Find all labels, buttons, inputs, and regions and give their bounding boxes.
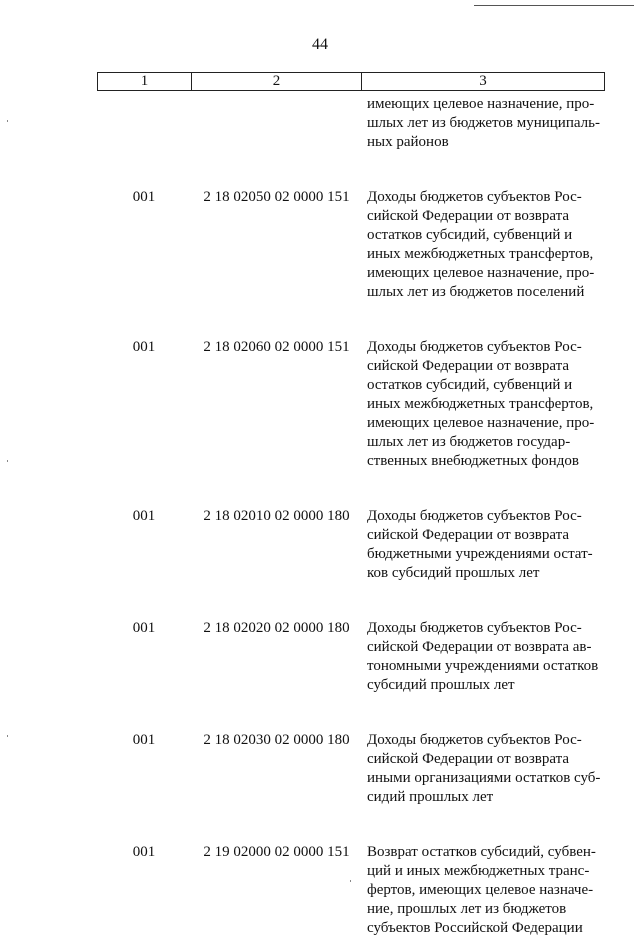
description-line: имеющих целевое назначение, про-	[367, 96, 595, 112]
admin-code-cell: 001	[132, 189, 156, 205]
revenue-code-cell: 2 18 02020 02 0000 180	[203, 620, 350, 636]
scan-mark	[350, 880, 351, 882]
description-line: Доходы бюджетов субъектов Рос-	[367, 508, 582, 524]
scan-mark	[7, 120, 8, 122]
top-rule	[474, 5, 634, 6]
page-number: 44	[312, 36, 328, 53]
description-line: имеющих целевое назначение, про-	[367, 265, 595, 281]
column-header-2: 2	[192, 73, 362, 91]
description-line: сийской Федерации от возврата	[367, 208, 570, 224]
revenue-code-cell: 2 18 02050 02 0000 151	[203, 189, 350, 205]
revenue-code-cell: 2 19 02000 02 0000 151	[203, 844, 350, 860]
admin-code-cell: 001	[132, 508, 156, 524]
description-line: ных районов	[367, 134, 449, 150]
description-line: субсидий прошлых лет	[367, 677, 515, 693]
description-line: сийской Федерации от возврата	[367, 358, 570, 374]
description-cell	[367, 507, 607, 583]
admin-code-cell: 001	[132, 732, 156, 748]
description-line: шлых лет из бюджетов поселений	[367, 284, 585, 300]
description-line: Доходы бюджетов субъектов Рос-	[367, 189, 582, 205]
admin-code-cell: 001	[132, 844, 156, 860]
description-line: шлых лет из бюджетов муниципаль-	[367, 115, 600, 131]
description-line: имеющих целевое назначение, про-	[367, 415, 595, 431]
description-cell	[367, 731, 607, 807]
column-header-1: 1	[98, 73, 192, 91]
description-line: иных межбюджетных трансфертов,	[367, 396, 594, 412]
revenue-code-cell: 2 18 02060 02 0000 151	[203, 339, 350, 355]
description-cell	[367, 188, 607, 302]
description-line: ков субсидий прошлых лет	[367, 565, 540, 581]
description-cell	[367, 843, 607, 938]
description-cell	[367, 619, 607, 695]
description-line: сидий прошлых лет	[367, 789, 494, 805]
description-line: иными организациями остатков суб-	[367, 770, 601, 786]
description-line: остатков субсидий, субвенций и	[367, 227, 573, 243]
description-line: Возврат остатков субсидий, субвен-	[367, 844, 596, 860]
revenue-code-cell: 2 18 02030 02 0000 180	[203, 732, 350, 748]
description-line: ние, прошлых лет из бюджетов	[367, 901, 567, 917]
description-cell	[367, 338, 607, 471]
description-line: ственных внебюджетных фондов	[367, 453, 579, 469]
admin-code-cell: 001	[132, 620, 156, 636]
description-line: субъектов Российской Федерации	[367, 920, 583, 936]
description-line: ций и иных межбюджетных транс-	[367, 863, 590, 879]
description-line: сийской Федерации от возврата	[367, 527, 570, 543]
description-cell	[367, 95, 607, 152]
description-line: сийской Федерации от возврата	[367, 751, 570, 767]
description-line: остатков субсидий, субвенций и	[367, 377, 573, 393]
description-line: Доходы бюджетов субъектов Рос-	[367, 620, 582, 636]
description-line: фертов, имеющих целевое назначе-	[367, 882, 594, 898]
description-line: Доходы бюджетов субъектов Рос-	[367, 732, 582, 748]
description-line: бюджетными учреждениями остат-	[367, 546, 593, 562]
description-line: иных межбюджетных трансфертов,	[367, 246, 594, 262]
description-line: тономными учреждениями остатков	[367, 658, 599, 674]
description-line: шлых лет из бюджетов государ-	[367, 434, 571, 450]
column-header-3: 3	[362, 73, 605, 91]
description-line: Доходы бюджетов субъектов Рос-	[367, 339, 582, 355]
admin-code-cell: 001	[132, 339, 156, 355]
column-header-row	[97, 72, 605, 91]
description-line: сийской Федерации от возврата ав-	[367, 639, 592, 655]
scan-mark	[7, 460, 8, 462]
revenue-code-cell: 2 18 02010 02 0000 180	[203, 508, 350, 524]
scan-mark	[7, 735, 8, 737]
